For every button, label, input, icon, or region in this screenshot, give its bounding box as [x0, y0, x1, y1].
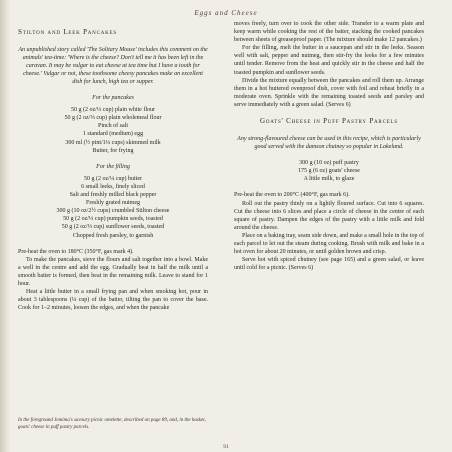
photo-caption: In the foreground Jemima's savoury picnic omelette, described on page 89, and, in the basket, goats' cheese in puff pastry parcels.	[18, 418, 206, 430]
filling-ingredients	[18, 175, 208, 240]
ingredient: 50 g (2 oz/¼ cup) butter	[84, 175, 142, 182]
goats-cheese-ingredients	[234, 159, 424, 183]
running-head: Eggs and Cheese	[194, 9, 258, 17]
method-paragraph: Pre-heat the oven to 180°C (350°F, gas mark 4).	[18, 248, 134, 255]
ingredient: 175 g (6 oz) goats' cheese	[298, 168, 360, 175]
page-binding-shadow	[0, 0, 10, 452]
ingredient: 50 g (2 oz/⅓ cup) pumpkin seeds, toasted	[63, 216, 163, 223]
method-paragraph: Serve hot with spiced chutney (see page 165) and a green salad, or leave until cold for a picnic. (Serves 6)	[234, 257, 424, 272]
method-paragraph: Roll out the pastry thinly on a lightly floured surface. Cut into 6 squares. Cut the cheese into 6 slices and place a circle of cheese in the centre of each square of pastry. Dampen the edges of the pastry with a little milk and fold around the cheese.	[234, 200, 424, 231]
recipe-intro-goats-cheese: Any strong-flavoured cheese can be used in this recipe, which is particularly good served with the damson chutney so popular in Lakeland.	[237, 136, 421, 151]
ingredient: 300 ml (½ pint/1¼ cups) skimmed milk	[65, 139, 161, 146]
method-paragraph: Divide the mixture equally between the pancakes and roll them up. Arrange them in a hot buttered ovenproof dish, cover with foil and reheat briefly in a moderate oven. Sprinkle with the remaining toasted seeds and parsley and serve immediately with a green salad. (Serves 6)	[234, 77, 424, 108]
ingredient: 1 standard (medium) egg	[82, 131, 144, 138]
ingredient: 50 g (2 oz/⅓ cup) sunflower seeds, toasted	[61, 224, 165, 231]
pancake-ingredients	[18, 106, 208, 155]
ingredient: 50 g (2 oz/⅓ cup) plain wholemeal flour	[64, 115, 162, 122]
ingredient: Freshly grated nutmeg	[86, 200, 140, 207]
ingredient: 50 g (2 oz/⅓ cup) plain white flour	[71, 107, 155, 114]
method-paragraph: moves freely, turn over to cook the other side. Transfer to a warm plate and keep warm while cooking the rest of the batter, stacking the cooked pancakes between sheets of greaseproof paper. (The mixture should make 12 pancakes.)	[234, 21, 424, 44]
method-paragraph: Pre-heat the oven to 200°C (400°F, gas mark 6).	[234, 192, 350, 199]
page-number: 91	[223, 444, 229, 450]
ingredient: 300 g (10 oz) puff pastry	[299, 160, 359, 167]
ingredient: Butter, for frying	[92, 147, 134, 154]
ingredient: Salt and freshly milled black pepper	[69, 192, 157, 199]
method-paragraph: Heat a little butter in a small frying pan and when smoking hot, pour in about 3 tablespoons (¼ cup) of the batter, tilting the pan to cover the base. Cook for 1–2 minutes, loosen the edges, and when the pancake	[18, 289, 208, 312]
method-paragraph: To make the pancakes, sieve the flours and salt together into a bowl. Make a well in the centre and add the egg. Gradually beat in half the milk until a smooth batter is formed, then beat in the remaining milk. Leave to stand for 1 hour.	[18, 256, 208, 287]
recipe-title-goats-cheese: Goats' Cheese in Puff Pastry Parcels	[259, 117, 398, 126]
ingredient: Chopped fresh parsley, to garnish	[72, 232, 154, 239]
ingredient: Pinch of salt	[98, 123, 128, 130]
ingredient: 300 g (10 oz/2½ cups) crumbled Stilton cheese	[56, 208, 170, 215]
right-column	[234, 20, 424, 272]
method-paragraph: Place on a baking tray, seam side down, and make a small hole in the top of each parcel to let out the steam during cooking. Brush with milk and bake in a hot oven for about 20 minutes, or until golden brown and crisp.	[234, 232, 424, 256]
pancakes-heading: For the pancakes	[92, 95, 134, 102]
filling-heading: For the filling	[96, 163, 130, 170]
ingredient: 6 small leeks, finely sliced	[81, 183, 145, 190]
method-paragraph: For the filling, melt the butter in a saucepan and stir in the leeks. Season well with salt, pepper and nutmeg, then stir-fry the leeks for a few minutes until tender. Remove from the heat and quickly stir in the cheese and half the toasted pumpkin and sunflower seeds.	[234, 45, 424, 76]
left-column	[18, 20, 208, 312]
ingredient: A little milk, to glaze	[303, 176, 355, 183]
recipe-title-stilton: Stilton and Leek Pancakes	[18, 28, 117, 36]
recipe-intro-stilton: An unpublished story called 'The Solitary Mouse' includes this comment on the animals' tea-time: 'Where is the cheese? Don't tell me it has been left in the caravan. It may be vulgar to eat cheese at tea time but I have a tooth for cheese.' Vulgar or not, these toothsome cheesy pancakes make an excellent dish for lunch, high tea or supper.	[18, 47, 208, 86]
